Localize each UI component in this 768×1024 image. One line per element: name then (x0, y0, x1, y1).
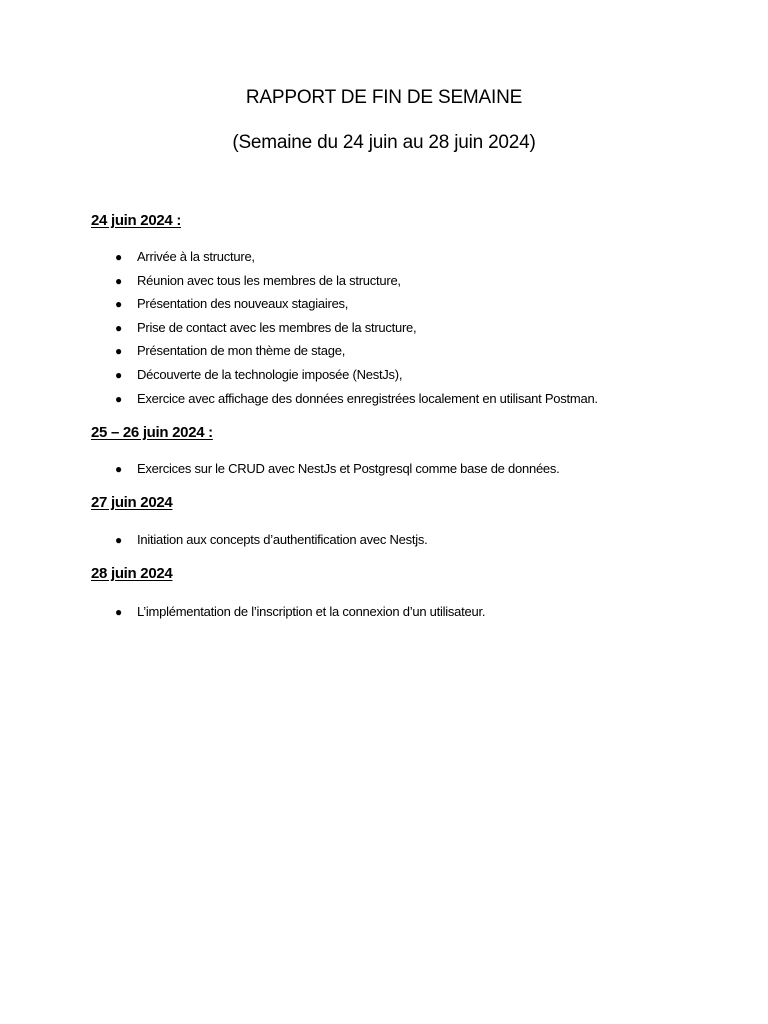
bullet-icon: ● (115, 367, 122, 382)
report-subtitle: (Semaine du 24 juin au 28 juin 2024) (232, 132, 536, 153)
list-item-text: Découverte de la technologie imposée (NestJs), (137, 366, 403, 382)
list-item-text: Présentation de mon thème de stage, (137, 343, 346, 359)
bullet-icon: ● (115, 320, 122, 335)
list-item-text: L’implémentation de l’inscription et la connexion d’un utilisateur. (137, 604, 486, 619)
list-item-text: Présentation des nouveaux stagiaires, (137, 296, 349, 312)
bullet-icon: ● (115, 297, 122, 312)
bullet-icon: ● (115, 344, 122, 359)
list-item-text: Initiation aux concepts d’authentification avec Nestjs. (137, 532, 428, 547)
day-heading-24-juin: 24 juin 2024 : (91, 212, 182, 229)
day-heading-28-juin: 28 juin 2024 (91, 565, 173, 582)
bullet-icon: ● (115, 391, 122, 406)
list-item-text: Réunion avec tous les membres de la structure, (137, 272, 401, 288)
bullet-icon: ● (115, 250, 122, 264)
bullet-icon: ● (115, 462, 122, 476)
list-item-text: Exercice avec affichage des données enregistrées localement en utilisant Postman. (137, 390, 598, 406)
bullet-icon: ● (115, 533, 122, 547)
bullet-icon: ● (115, 605, 122, 619)
report-title: RAPPORT DE FIN DE SEMAINE (245, 87, 523, 108)
day-heading-27-juin: 27 juin 2024 (91, 494, 173, 511)
list-item-text: Prise de contact avec les membres de la structure, (137, 319, 417, 335)
day-heading-25-26-juin: 25 – 26 juin 2024 : (91, 424, 213, 441)
list-item-text: Exercices sur le CRUD avec NestJs et Postgresql comme base de données. (137, 461, 560, 476)
list-item-text: Arrivée à la structure, (137, 249, 255, 264)
bullet-icon: ● (115, 273, 122, 288)
